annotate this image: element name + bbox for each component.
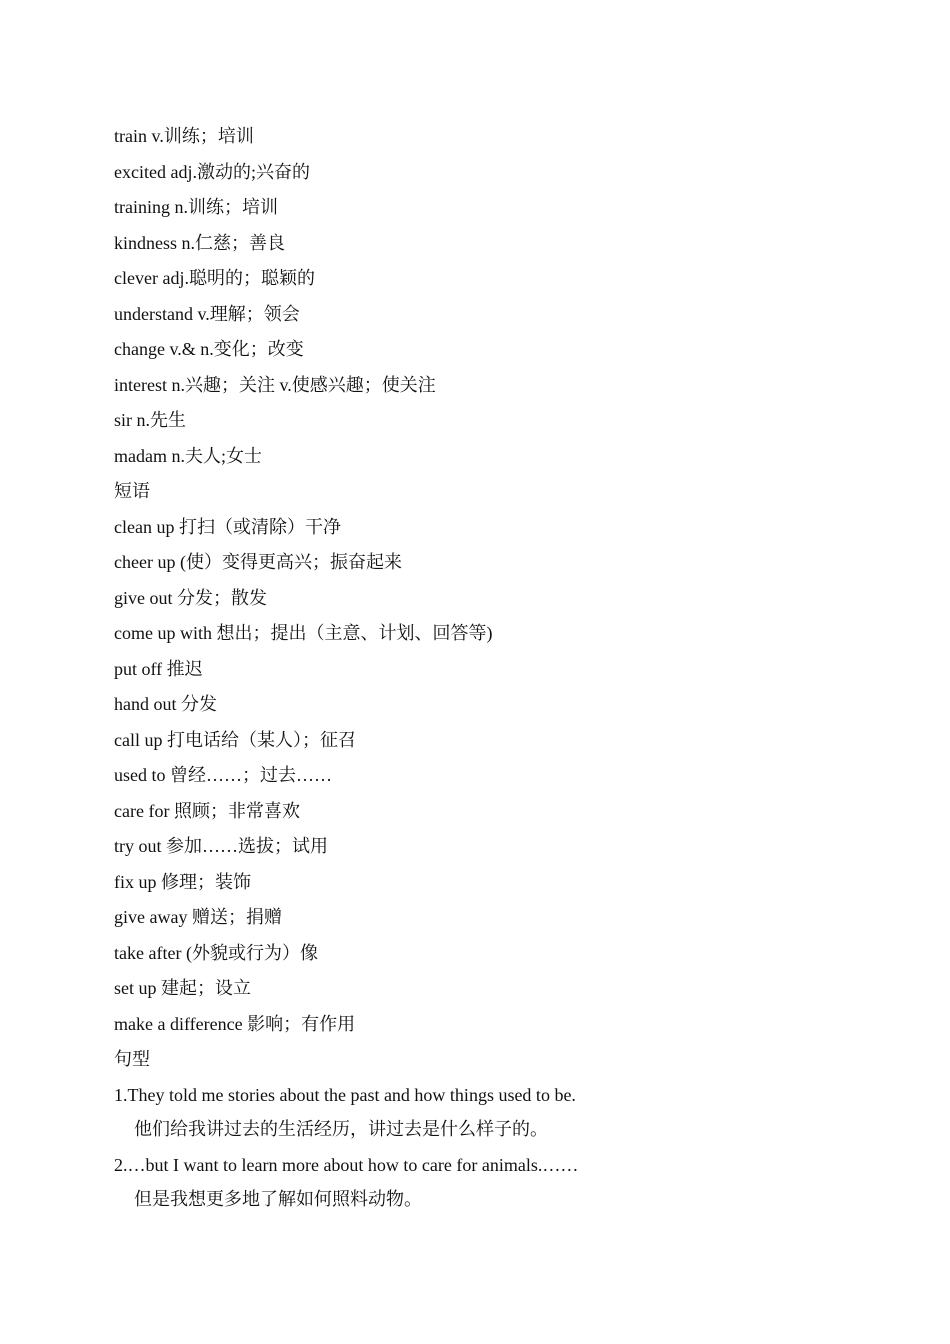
sentence-english: 1.They told me stories about the past and how things used to be.	[114, 1084, 576, 1105]
vocabulary-item: understand v.理解；领会	[114, 303, 300, 324]
phrase-item: put off 推迟	[114, 658, 203, 679]
vocabulary-item: sir n.先生	[114, 410, 186, 430]
vocabulary-item: madam n.夫人;女士	[114, 445, 262, 466]
vocabulary-item: excited adj.激动的;兴奋的	[114, 161, 310, 182]
sentence-item	[114, 1151, 874, 1221]
phrase-item: fix up 修理；装饰	[114, 871, 251, 892]
phrase-item: used to 曾经……；过去……	[114, 765, 332, 785]
vocabulary-item: clever adj.聪明的；聪颖的	[114, 268, 315, 288]
sentence-english: 2.…but I want to learn more about how to care for animals.……	[114, 1154, 579, 1175]
sentence-chinese: 他们给我讲过去的生活经历，讲过去是什么样子的。	[134, 1118, 548, 1139]
document-body	[114, 122, 874, 1221]
phrase-item: give out 分发；散发	[114, 587, 267, 608]
phrase-item: call up 打电话给（某人）；征召	[114, 729, 356, 750]
phrases-heading: 短语	[114, 481, 150, 501]
phrase-item: make a difference 影响；有作用	[114, 1013, 356, 1034]
sentences-list	[114, 1081, 874, 1221]
vocabulary-item: change v.& n.变化；改变	[114, 339, 304, 359]
vocabulary-list	[114, 122, 874, 477]
sentence-chinese: 但是我想更多地了解如何照料动物。	[134, 1188, 422, 1209]
vocabulary-item: kindness n.仁慈；善良	[114, 232, 285, 253]
phrase-item: cheer up (使）变得更高兴；振奋起来	[114, 552, 402, 572]
phrase-item: take after (外貌或行为）像	[114, 942, 318, 963]
phrases-list	[114, 513, 874, 1046]
phrase-item: hand out 分发	[114, 694, 217, 714]
sentence-item	[114, 1081, 874, 1151]
phrase-item: clean up 打扫（或清除）干净	[114, 516, 341, 537]
vocabulary-item: training n.训练；培训	[114, 197, 278, 217]
vocabulary-item: train v.训练；培训	[114, 126, 254, 146]
phrase-item: care for 照顾；非常喜欢	[114, 800, 300, 821]
phrase-item: set up 建起；设立	[114, 978, 251, 998]
sentences-heading: 句型	[114, 1049, 150, 1069]
phrase-item: give away 赠送；捐赠	[114, 907, 282, 927]
vocabulary-item: interest n.兴趣；关注 v.使感兴趣；使关注	[114, 374, 436, 395]
phrase-item: come up with 想出；提出（主意、计划、回答等)	[114, 623, 493, 643]
phrase-item: try out 参加……选拔；试用	[114, 836, 328, 856]
